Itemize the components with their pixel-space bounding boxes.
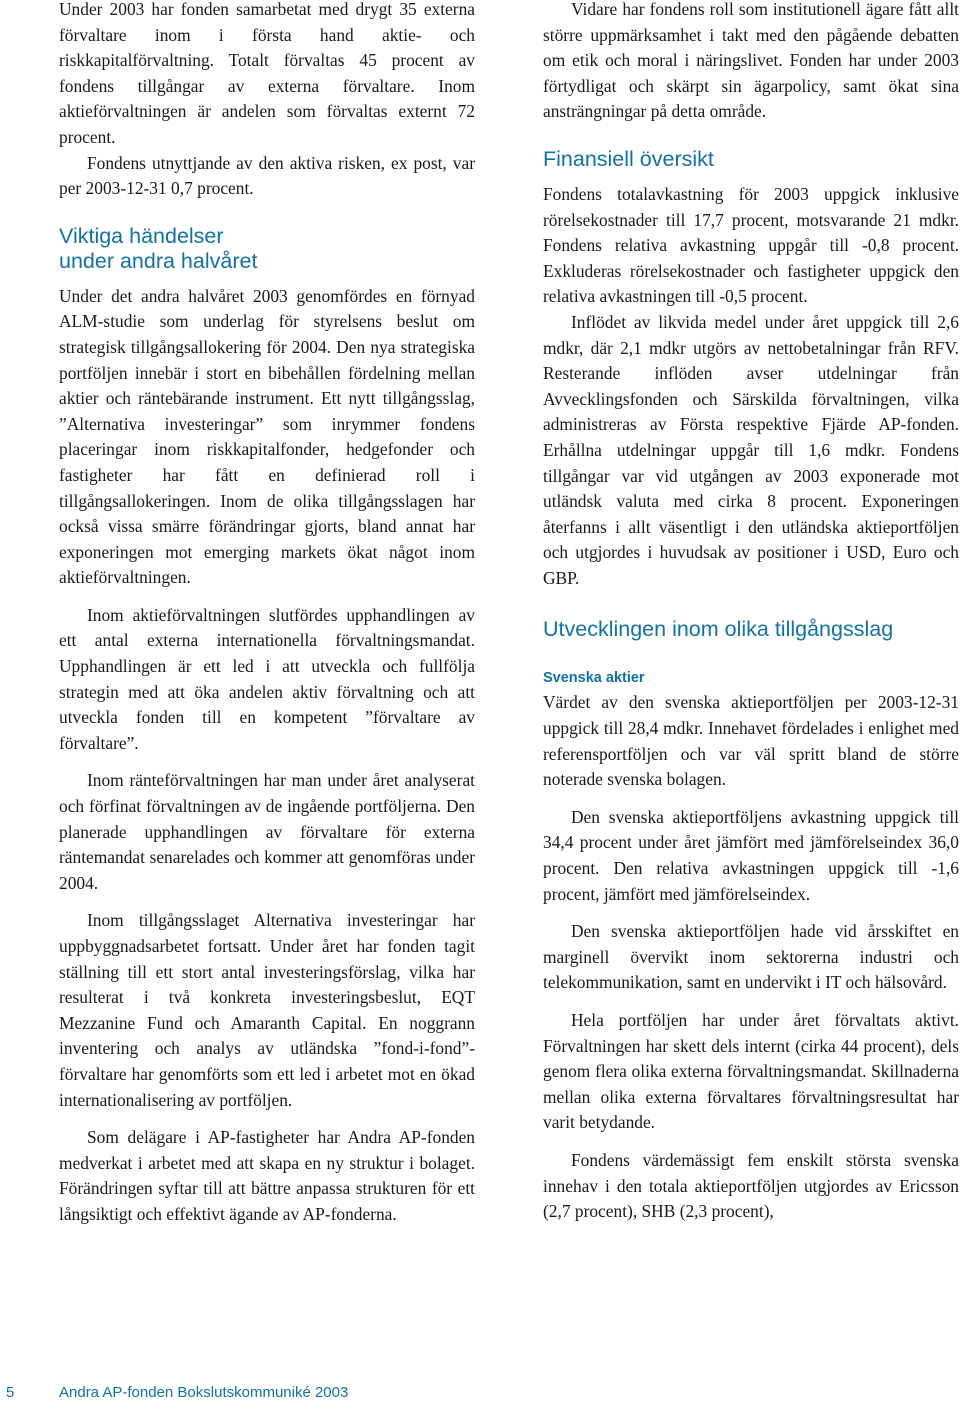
paragraph: Den svenska aktieportföljen hade vid årsskiftet en marginell övervikt inom sektorerna industri och telekommunikation, samt en undervikt i IT och hälsovård. <box>543 921 959 993</box>
paragraph: Under 2003 har fonden samarbetat med drygt 35 externa förvaltare inom i första hand aktie- och riskkapitalförvaltning. Totalt förvaltas 45 procent av fondens tillgångar av externa förvaltare. Inom aktieförvaltningen är andelen som förvaltas externt 72 procent. <box>59 0 475 147</box>
paragraph: Fondens totalavkastning för 2003 uppgick inklusive rörelsekostnader till 17,7 procent, motsvarande 21 mdkr. Fondens relativa avkastning uppgår till -0,8 procent. Exkluderas rörelsekostnader och fastigheter uppgick den relativa avkastningen till -0,5 procent. <box>543 183 959 307</box>
paragraph: Som delägare i AP-fastigheter har Andra AP-fonden medverkat i arbetet med att skapa en ny struktur i bolaget. Förändringen syftar till att bättre anpassa strukturen för ett långsiktigt och effektivt ägande av AP-fonderna. <box>59 1127 475 1224</box>
paragraph: Inom ränteförvaltningen har man under året analyserat och förfinat förvaltningen av de ingående portföljerna. Den planerade upphandlingen av förvaltare för externa räntemandat senarelades och kommer att genomföras under 2004. <box>59 770 475 893</box>
section-heading: Utvecklingen inom olika tillgångsslag <box>543 617 894 642</box>
publication-title: Andra AP-fonden Bokslutskommuniké 2003 <box>59 1384 349 1401</box>
section-heading: Finansiell översikt <box>543 146 714 171</box>
paragraph: Inom aktieförvaltningen slutfördes upphandlingen av ett antal externa internationella förvaltningsmandat. Upphandlingen är ett led i att utveckla och fullfölja strategin med att öka andelen aktiv förvaltning och att utveckla fonden till en kompetent ”förvaltare av förvaltare”. <box>59 604 475 753</box>
paragraph: Vidare har fondens roll som institutionell ägare fått allt större uppmärksamhet i takt med den pågående debatten om etik och moral i näringslivet. Fonden har under 2003 förtydligat och skärpt sin ägarpolicy, samt ökat sina ansträngningar på detta område. <box>543 0 959 122</box>
paragraph: Fondens värdemässigt fem enskilt största svenska innehav i den totala aktieportföljen utgjordes av Ericsson (2,7 procent), SHB (2,3 procent), <box>543 1149 959 1222</box>
section-heading: Viktiga händelser under andra halvåret <box>59 223 258 273</box>
left-column <box>59 0 475 1228</box>
page-number: 5 <box>6 1384 15 1401</box>
paragraph: Värdet av den svenska aktieportföljen per 2003-12-31 uppgick till 28,4 mdkr. Innehavet fördelades i enlighet med referensportföljen och var väl spritt bland de större noterade svenska bolagen. <box>543 692 959 790</box>
paragraph: Den svenska aktieportföljens avkastning uppgick till 34,4 procent under året jämfört med jämförelseindex 36,0 procent. Den relativa avkastningen uppgick till -1,6 procent, jämfört med jämförelseindex. <box>543 806 959 904</box>
paragraph: Inflödet av likvida medel under året uppgick till 2,6 mdkr, där 2,1 mdkr utgörs av nettobetalningar från RFV. Resterande inflöden avser utdelningar från Avvecklingsfonden och Särskilda förvaltningen, vilka administreras av Första respektive Fjärde AP-fonden. Erhållna utdelningar uppgår till 1,6 mdkr. Fondens tillgångar var vid utgången av 2003 exponerade mot utländsk valuta med cirka 8 procent. Exponeringen återfanns i allt väsentligt i den utländska aktieportföljen och utgjordes i huvudsak av positioner i USD, Euro och GBP. <box>543 311 959 588</box>
paragraph: Under det andra halvåret 2003 genomfördes en förnyad ALM-studie som underlag för styrelsens beslut om strategisk tillgångsallokering för 2004. Den nya strategiska portföljen innebär i stort en bibehållen fördelning mellan aktier och räntebärande instrument. Ett nytt tillgångsslag, ”Alternativa investeringar” som inrymmer fondens placeringar inom riskkapitalfonder, hedgefonder och fastigheter har fått en definierad roll i tillgångsallokeringen. Inom de olika tillgångsslagen har också vissa smärre förändringar gjorts, bland annat har exponeringen mot emerging markets ökat något inom aktieförvaltningen. <box>59 285 475 588</box>
right-column <box>543 0 959 1225</box>
paragraph: Fondens utnyttjande av den aktiva risken, ex post, var per 2003-12-31 0,7 procent. <box>59 152 475 199</box>
paragraph: Inom tillgångsslaget Alternativa investeringar har uppbyggnadsarbetet fortsatt. Under året har fonden tagit ställning till ett stort antal investeringsförslag, vilka har resulterat i två konkreta investeringsbeslut, EQT Mezzanine Fund och Amaranth Capital. En noggrann inventering och analys av utländska ”fond-i-fond”-förvaltare har genomförts som ett led i arbetet mot en ökad internationalisering av portföljen. <box>59 910 475 1110</box>
paragraph: Hela portföljen har under året förvaltats aktivt. Förvaltningen har skett dels internt (cirka 44 procent), dels genom flera olika externa förvaltningsmandat. Skillnaderna mellan olika externa förvaltares förvaltningsresultat har varit betydande. <box>543 1010 959 1133</box>
subsection-heading: Svenska aktier <box>543 670 645 687</box>
